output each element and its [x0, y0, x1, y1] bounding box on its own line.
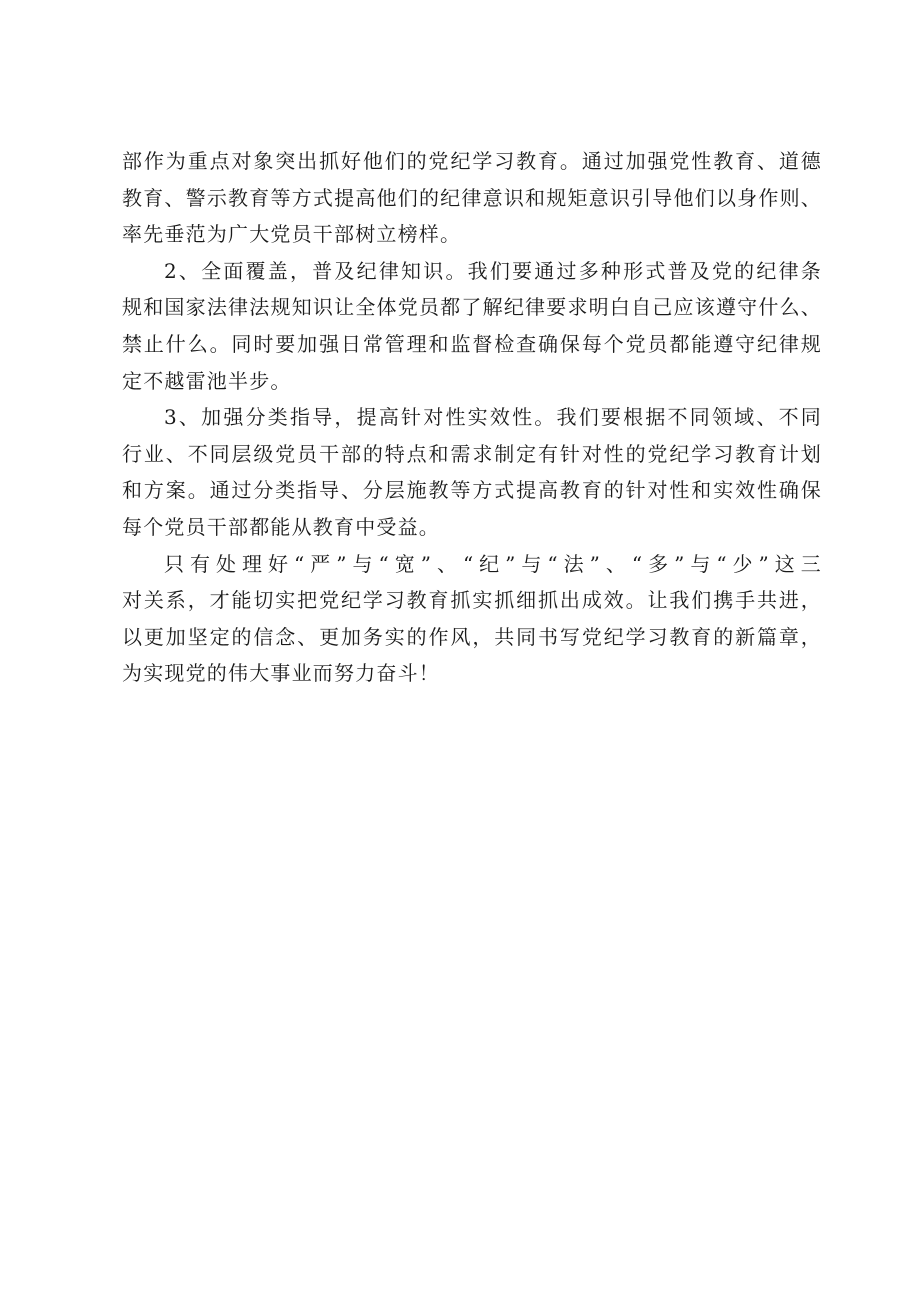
paragraph-point-2 [122, 253, 822, 399]
paragraph-conclusion [122, 546, 822, 692]
text-line: 教育、警示教育等方式提高他们的纪律意识和规矩意识引导他们以身作则、 [122, 185, 822, 210]
text-line: 规和国家法律法规知识让全体党员都了解纪律要求明白自己应该遵守什么、 [122, 295, 822, 320]
text-line: 行业、不同层级党员干部的特点和需求制定有针对性的党纪学习教育计划 [122, 441, 822, 466]
text-line: 以更加坚定的信念、更加务实的作风，共同书写党纪学习教育的新篇章， [122, 624, 822, 649]
text-line: 为实现党的伟大事业而努力奋斗！ [122, 661, 440, 686]
text-line: 定不越雷池半步。 [122, 368, 292, 393]
text-line: 每个党员干部都能从教育中受益。 [122, 514, 440, 539]
text-line: 率先垂范为广大党员干部树立榜样。 [122, 222, 462, 247]
text-line: 禁止什么。同时要加强日常管理和监督检查确保每个党员都能遵守纪律规 [122, 331, 822, 356]
text-line: 和方案。通过分类指导、分层施教等方式提高教育的针对性和实效性确保 [122, 478, 822, 503]
paragraph-continuation [122, 143, 822, 253]
document-body [122, 143, 822, 692]
text-line: 只有处理好“严”与“宽”、“纪”与“法”、“多”与“少”这三 [164, 551, 822, 576]
text-line: 对关系，才能切实把党纪学习教育抓实抓细抓出成效。让我们携手共进， [122, 588, 822, 613]
text-line: 3、加强分类指导，提高针对性实效性。我们要根据不同领域、不同 [164, 405, 822, 430]
paragraph-point-3 [122, 399, 822, 545]
text-line: 部作为重点对象突出抓好他们的党纪学习教育。通过加强党性教育、道德 [122, 149, 822, 173]
text-line: 2、全面覆盖，普及纪律知识。我们要通过多种形式普及党的纪律条 [164, 258, 822, 283]
